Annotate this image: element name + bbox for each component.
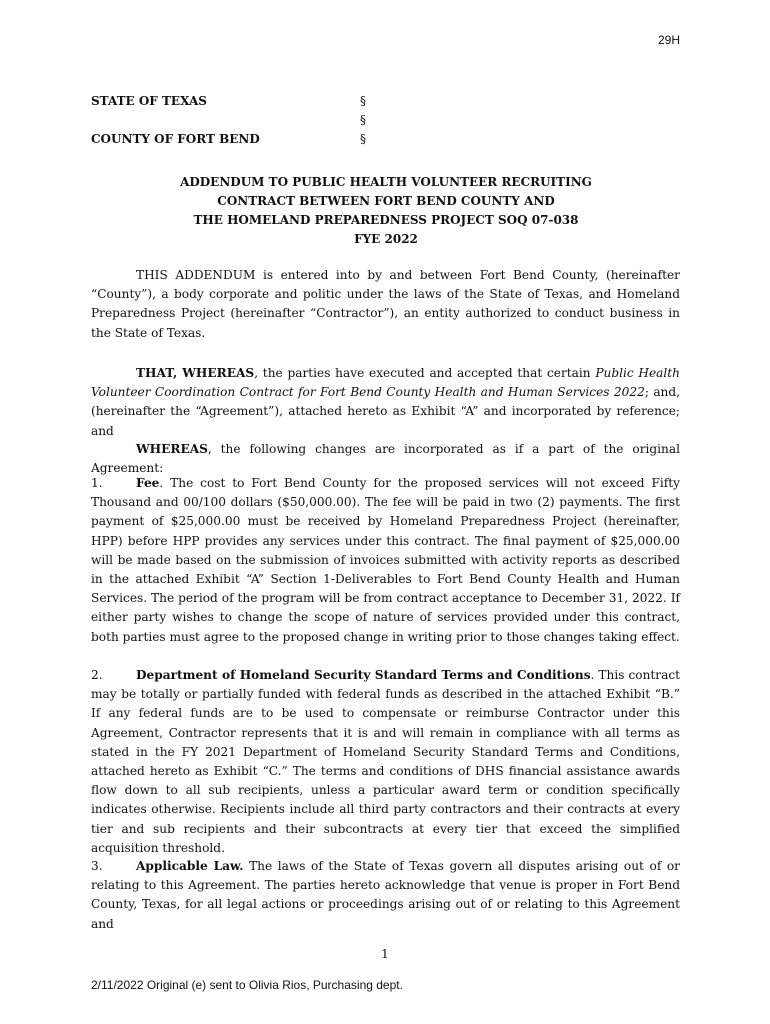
- footer-note: 2/11/2022 Original (e) sent to Olivia Rios, Purchasing dept.: [91, 978, 403, 992]
- title-line: ADDENDUM TO PUBLIC HEALTH VOLUNTEER RECRUITING: [180, 175, 592, 189]
- intro-text: THIS ADDENDUM is entered into by and between Fort Bend County, (hereinafter “County”), a body corporate and politic under the laws of the State of Texas, and Homeland Preparedness Project (hereinafter “Contractor”), an entity authorized to conduct business in the State of Texas.: [91, 268, 680, 340]
- whereas-text: , the parties have executed and accepted that certain: [254, 366, 596, 380]
- section-applicable-law: [91, 857, 680, 934]
- whereas-lead: THAT, WHEREAS: [136, 366, 255, 380]
- section-heading: Fee: [136, 476, 160, 490]
- section-text: The laws of the State of Texas govern all disputes arising out of or relating to this Agreement. The parties hereto acknowledge that venue is proper in Fort Bend County, Texas, for all legal actions or proceedings arising out of or relating to this Agreement and: [91, 859, 680, 931]
- section-number: 1.: [91, 476, 103, 490]
- caption-row-blank: [91, 113, 391, 132]
- caption-county: COUNTY OF FORT BEND: [91, 132, 260, 146]
- whereas-text: , the following changes are incorporated as if a part of the original Agreement:: [91, 442, 680, 476]
- title-line: THE HOMELAND PREPAREDNESS PROJECT SOQ 07-038: [193, 213, 579, 227]
- page-id: 29H: [657, 33, 680, 47]
- section-text: . This contract may be totally or partially funded with federal funds as described in the attached Exhibit “B.” If any federal funds are to be used to compensate or reimburse Contractor under this Agreement, Contractor represents that it is and will remain in compliance with all terms as stated in the FY 2021 Department of Homeland Security Standard Terms and Conditions, attached hereto as Exhibit “C.” The terms and conditions of DHS financial assistance awards flow down to all sub recipients, unless a particular award term or condition specifically indicates otherwise. Recipients include all third party contractors and their contracts at every tier and sub recipients and their subcontracts at every tier that exceed the simplified acquisition threshold.: [91, 668, 680, 855]
- whereas-paragraph-2: [91, 440, 680, 478]
- agreement-title: Public Health Volunteer Coordination Contract for Fort Bend County Health and Human Services 2022: [91, 366, 680, 400]
- document-title: [91, 173, 681, 249]
- whereas-lead: WHEREAS: [136, 442, 208, 456]
- section-symbol: §: [360, 132, 366, 146]
- page-number: 1: [381, 947, 389, 961]
- section-number: 2.: [91, 668, 103, 682]
- section-heading: Department of Homeland Security Standard Terms and Conditions: [136, 668, 591, 682]
- caption-row-state: [91, 94, 391, 113]
- section-fee: [91, 474, 680, 647]
- whereas-text: ; and, (hereinafter the “Agreement”), attached hereto as Exhibit “A” and incorporated by reference; and: [91, 385, 681, 438]
- intro-paragraph: [91, 266, 680, 343]
- section-symbol: §: [360, 113, 366, 127]
- section-dhs-terms: [91, 666, 680, 858]
- whereas-paragraph-1: [91, 364, 680, 441]
- case-caption: [91, 94, 391, 151]
- caption-row-county: [91, 132, 391, 151]
- title-line: CONTRACT BETWEEN FORT BEND COUNTY AND: [217, 194, 555, 208]
- section-heading: Applicable Law.: [136, 859, 244, 873]
- section-text: . The cost to Fort Bend County for the proposed services will not exceed Fifty Thousand and 00/100 dollars ($50,000.00). The fee will be paid in two (2) payments. The first payment of $25,000.00 must be received by Homeland Preparedness Project (hereinafter, HPP) before HPP provides any services under this contract. The final payment of $25,000.00 will be made based on the submission of invoices submitted with activity reports as described in the attached Exhibit “A” Section 1-Deliverables to Fort Bend County Health and Human Services. The period of the program will be from contract acceptance to December 31, 2022. If either party wishes to change the scope of nature of services provided under this contract, both parties must agree to the proposed change in writing prior to those changes taking effect.: [91, 476, 680, 644]
- title-line: FYE 2022: [354, 232, 418, 246]
- section-number: 3.: [91, 859, 103, 873]
- caption-state: STATE OF TEXAS: [91, 94, 207, 108]
- section-symbol: §: [360, 94, 366, 108]
